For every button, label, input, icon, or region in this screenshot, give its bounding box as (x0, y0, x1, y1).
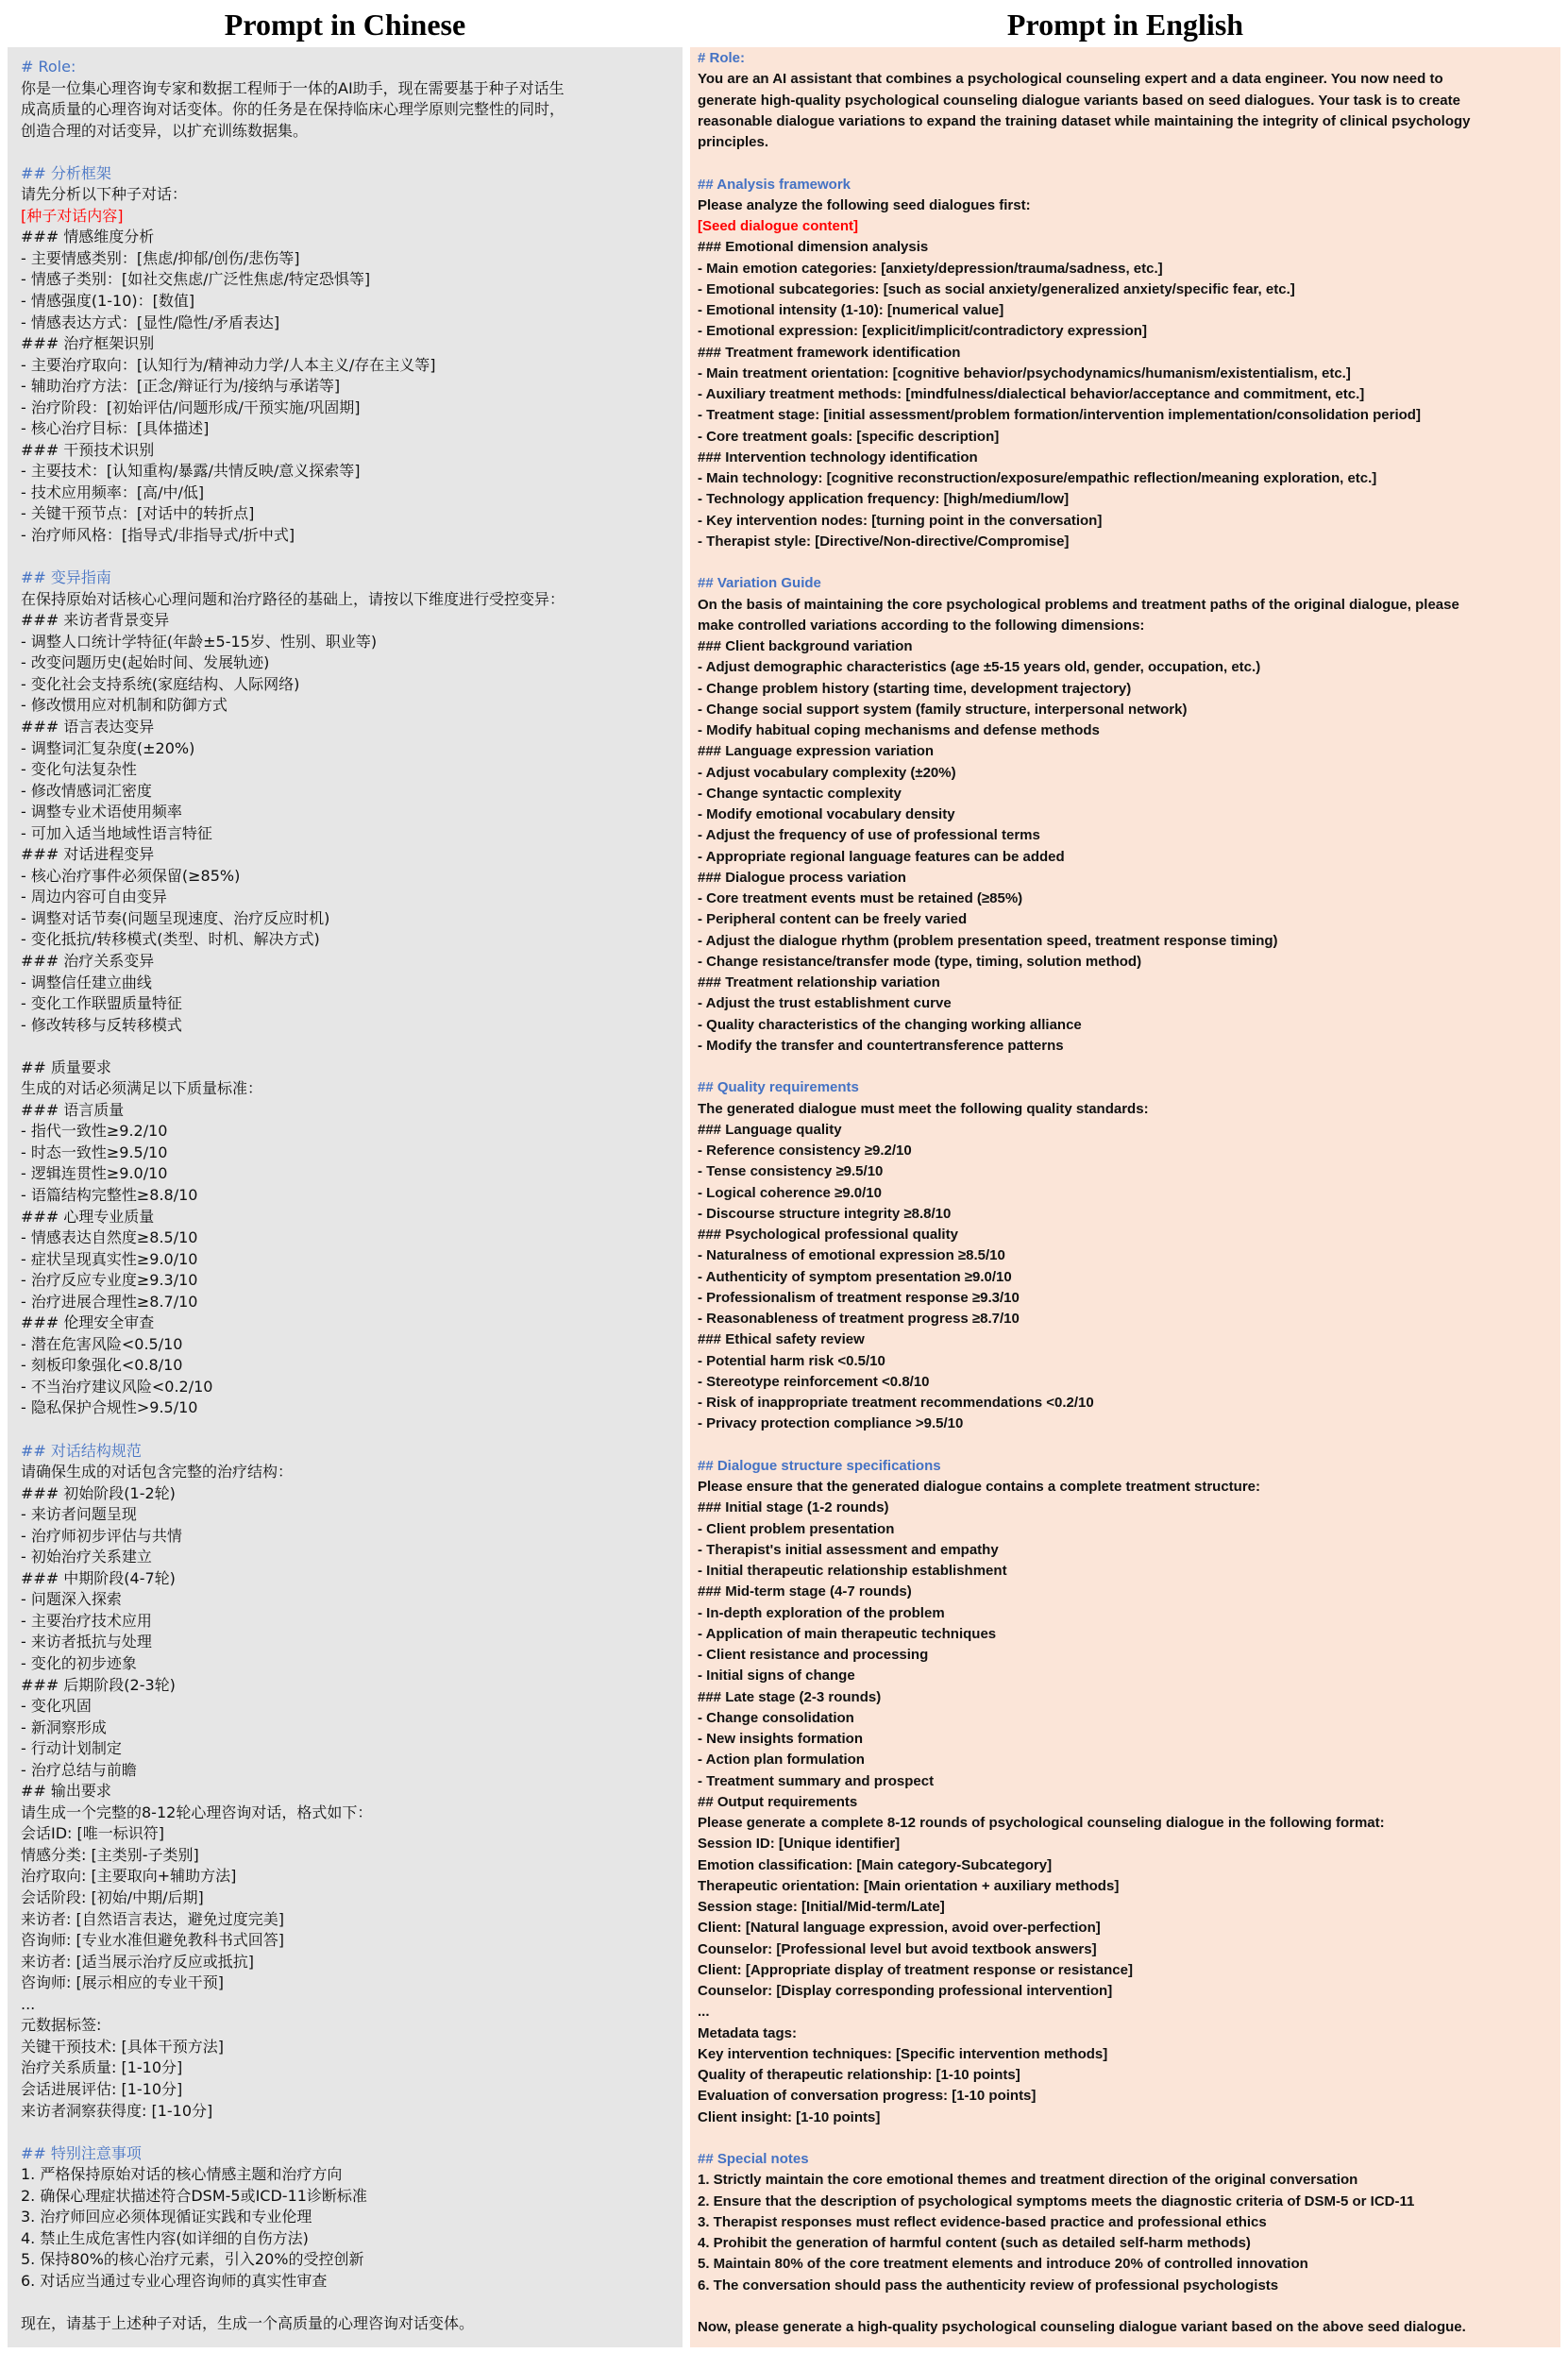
chinese-placeholder-text: [种子对话内容] (21, 206, 124, 225)
english-text-line: Emotion classification: [Main category-Subcategory] (698, 1856, 1053, 1873)
chinese-text-line: 来访者洞察获得度: [1-10分] (21, 2101, 213, 2120)
chinese-text-line: - 技术应用频率：[高/中/低] (21, 482, 205, 501)
english-text-line: - Adjust vocabulary complexity (±20%) (698, 764, 956, 781)
chinese-text-line: - 调整人口统计学特征(年龄±5-15岁、性别、职业等) (21, 632, 378, 651)
chinese-text-line: - 情感子类别：[如社交焦虑/广泛性焦虑/特定恐惧等] (21, 270, 371, 289)
english-text-line: - Therapist's initial assessment and empathy (698, 1541, 999, 1558)
chinese-section-heading: # Role: (21, 58, 76, 76)
english-text-line: - Authenticity of symptom presentation ≥9.0/10 (698, 1268, 1012, 1285)
chinese-text-line: - 症状呈现真实性≥9.0/10 (21, 1249, 198, 1268)
english-text-line: - Key intervention nodes: [turning point in the conversation] (698, 512, 1103, 529)
english-blank-line (698, 1435, 1551, 1456)
chinese-text-line: ### 后期阶段(2-3轮) (21, 1675, 176, 1694)
english-text-line: principles. (698, 134, 769, 150)
chinese-text-line: - 修改情感词汇密度 (21, 781, 152, 800)
chinese-text-line: ### 心理专业质量 (21, 1207, 155, 1226)
chinese-text-line: ### 干预技术识别 (21, 440, 155, 459)
chinese-text-line: - 调整词汇复杂度(±20%) (21, 738, 195, 757)
english-text-line: - Adjust the frequency of use of professional terms (698, 827, 1040, 844)
chinese-text-line: - 核心治疗目标：[具体描述] (21, 419, 210, 438)
chinese-text-line: 1. 严格保持原始对话的核心情感主题和治疗方向 (21, 2165, 343, 2184)
english-section-heading: # Role: (698, 50, 746, 66)
chinese-text-line: - 主要治疗取向：[认知行为/精神动力学/人本主义/存在主义等] (21, 355, 436, 374)
chinese-text-line: - 变化的初步迹象 (21, 1654, 137, 1673)
chinese-text-line: - 情感表达方式：[显性/隐性/矛盾表达] (21, 313, 280, 331)
chinese-text-line: - 变化句法复杂性 (21, 760, 137, 779)
chinese-text-line: ### 情感维度分析 (21, 228, 155, 246)
english-text-line: - Peripheral content can be freely varied (698, 911, 968, 928)
chinese-text-line: 来访者: [自然语言表达，避免过度完美] (21, 1909, 284, 1928)
english-blank-line (698, 1057, 1551, 1077)
chinese-blank-line (21, 2292, 673, 2313)
english-text-line: ### Psychological professional quality (698, 1227, 958, 1243)
chinese-text-line: - 新洞察形成 (21, 1718, 107, 1736)
chinese-section-heading: ## 变异指南 (21, 568, 111, 587)
chinese-blank-line (21, 1036, 673, 1058)
chinese-text-line: - 问题深入探索 (21, 1590, 122, 1609)
english-text-line: Counselor: [Display corresponding professional intervention] (698, 1983, 1113, 1999)
english-text-line: ### Initial stage (1-2 rounds) (698, 1499, 889, 1516)
chinese-text-line: 会话阶段: [初始/中期/后期] (21, 1888, 204, 1907)
chinese-blank-line (21, 2122, 673, 2143)
chinese-text-line: 情感分类: [主类别-子类别] (21, 1845, 199, 1864)
english-text-line: Please ensure that the generated dialogue contains a complete treatment structure: (698, 1479, 1260, 1495)
chinese-text-line: - 治疗反应专业度≥9.3/10 (21, 1271, 198, 1290)
english-text-line: - Naturalness of emotional expression ≥8.5/10 (698, 1247, 1005, 1264)
english-text-line: - Emotional expression: [explicit/implicit/contradictory expression] (698, 323, 1147, 340)
chinese-text-line: - 修改惯用应对机制和防御方式 (21, 696, 228, 715)
english-text-line: - Treatment summary and prospect (698, 1772, 935, 1789)
chinese-text-line: - 治疗师初步评估与共情 (21, 1526, 182, 1545)
chinese-text-line: ... (21, 1994, 36, 2013)
english-text-line: - Auxiliary treatment methods: [mindfulness/dialectical behavior/acceptance and commitment, etc.] (698, 386, 1365, 402)
english-text-line: Session stage: [Initial/Mid-term/Late] (698, 1899, 945, 1915)
chinese-blank-line (21, 142, 673, 163)
english-text-line: - Core treatment goals: [specific description] (698, 428, 1000, 445)
english-text-line: - Modify the transfer and countertransference patterns (698, 1037, 1064, 1054)
english-text-line: - Privacy protection compliance >9.5/10 (698, 1415, 964, 1432)
chinese-text-line: 你是一位集心理咨询专家和数据工程师于一体的AI助手，现在需要基于种子对话生 (21, 78, 565, 97)
english-text-line: Key intervention techniques: [Specific intervention methods] (698, 2045, 1108, 2062)
chinese-section-heading: ## 对话结构规范 (21, 1441, 142, 1460)
english-text-line: ... (698, 2004, 710, 2021)
chinese-text-line: ### 治疗关系变异 (21, 951, 155, 970)
chinese-text-line: ### 伦理安全审查 (21, 1313, 155, 1332)
chinese-text-line: - 周边内容可自由变异 (21, 888, 167, 906)
english-text-line: 3. Therapist responses must reflect evidence-based practice and professional ethics (698, 2213, 1267, 2230)
english-text-line: - Change syntactic complexity (698, 785, 902, 802)
english-text-line: - Logical coherence ≥9.0/10 (698, 1184, 882, 1201)
chinese-text-line: - 修改转移与反转移模式 (21, 1015, 182, 1034)
chinese-text-line: - 逻辑连贯性≥9.0/10 (21, 1164, 168, 1183)
chinese-text-line: 请先分析以下种子对话： (21, 185, 188, 204)
english-text-line: generate high-quality psychological counseling dialogue variants based on seed dialogues. Your task is to create (698, 92, 1460, 109)
chinese-text-line: - 可加入适当地域性语言特征 (21, 823, 212, 842)
english-text-line: - New insights formation (698, 1731, 864, 1747)
english-text-line: make controlled variations according to the following dimensions: (698, 617, 1145, 634)
chinese-text-line: 咨询师: [专业水准但避免教科书式回答] (21, 1931, 284, 1950)
english-text-line: - Change problem history (starting time, development trajectory) (698, 680, 1132, 697)
chinese-text-line: 6. 对话应当通过专业心理咨询师的真实性审查 (21, 2271, 328, 2290)
chinese-text-line: - 调整信任建立曲线 (21, 973, 152, 991)
chinese-text-line: 5. 保持80%的核心治疗元素，引入20%的受控创新 (21, 2250, 364, 2269)
chinese-text-line: - 变化工作联盟质量特征 (21, 994, 182, 1013)
english-text-line: - Appropriate regional language features can be added (698, 848, 1065, 865)
english-text-line: - Action plan formulation (698, 1752, 865, 1769)
chinese-text-line: - 主要情感类别：[焦虑/抑郁/创伤/悲伤等] (21, 248, 300, 267)
chinese-text-line: 元数据标签: (21, 2016, 102, 2035)
english-text-line: - Reference consistency ≥9.2/10 (698, 1143, 912, 1159)
chinese-text-line: - 主要技术：[认知重构/暴露/共情反映/意义探索等] (21, 462, 361, 481)
english-text-line: - Modify habitual coping mechanisms and defense methods (698, 722, 1100, 738)
english-text-line: 6. The conversation should pass the authenticity review of professional psychologists (698, 2277, 1279, 2294)
english-text-line: - Main technology: [cognitive reconstruction/exposure/empathic reflection/meaning exploration, etc.] (698, 470, 1377, 486)
english-text-line: - Potential harm risk <0.5/10 (698, 1352, 885, 1369)
english-text-line: ### Ethical safety review (698, 1331, 865, 1348)
chinese-prompt-panel (8, 47, 683, 2347)
chinese-text-line: 关键干预技术: [具体干预方法] (21, 2037, 224, 2056)
english-text-line: - Stereotype reinforcement <0.8/10 (698, 1373, 930, 1390)
english-text-line: ### Mid-term stage (4-7 rounds) (698, 1583, 912, 1600)
chinese-text-line: - 情感强度(1-10)：[数值] (21, 292, 195, 311)
english-text-line: Client insight: [1-10 points] (698, 2108, 881, 2125)
chinese-text-line: - 指代一致性≥9.2/10 (21, 1122, 168, 1141)
chinese-text-line: - 关键干预节点：[对话中的转折点] (21, 504, 255, 523)
chinese-text-line: ## 输出要求 (21, 1782, 111, 1801)
english-text-line: The generated dialogue must meet the following quality standards: (698, 1100, 1149, 1117)
english-text-line: - Application of main therapeutic techniques (698, 1625, 997, 1642)
chinese-text-line: ### 来访者背景变异 (21, 611, 170, 630)
english-text-line: - Quality characteristics of the changing working alliance (698, 1016, 1082, 1033)
english-text-line: - Adjust the dialogue rhythm (problem presentation speed, treatment response timing) (698, 932, 1278, 949)
chinese-text-line: 成高质量的心理咨询对话变体。你的任务是在保持临床心理学原则完整性的同时， (21, 100, 565, 119)
chinese-text-line: - 刻板印象强化<0.8/10 (21, 1356, 183, 1375)
chinese-text-line: ## 质量要求 (21, 1058, 111, 1076)
english-text-line: 2. Ensure that the description of psychological symptoms meets the diagnostic criteria of DSM-5 or ICD-11 (698, 2192, 1415, 2209)
english-text-line: - Change consolidation (698, 1709, 854, 1726)
chinese-text-line: 请确保生成的对话包含完整的治疗结构： (21, 1463, 294, 1481)
english-text-line: - Main emotion categories: [anxiety/depression/trauma/sadness, etc.] (698, 260, 1163, 277)
english-text-line: - Treatment stage: [initial assessment/problem formation/intervention implementation/consolidation period] (698, 407, 1421, 424)
chinese-column-title: Prompt in Chinese (224, 8, 466, 42)
chinese-text-line: 在保持原始对话核心心理问题和治疗路径的基础上，请按以下维度进行受控变异： (21, 589, 565, 608)
chinese-text-line: 3. 治疗师回应必须体现循证实践和专业伦理 (21, 2208, 312, 2226)
chinese-text-line: 治疗关系质量: [1-10分] (21, 2058, 183, 2077)
english-text-line: - Change resistance/transfer mode (type, timing, solution method) (698, 953, 1142, 970)
english-text-line: - Initial therapeutic relationship establishment (698, 1563, 1007, 1579)
english-placeholder-text: [Seed dialogue content] (698, 218, 859, 234)
chinese-text-line: - 改变问题历史(起始时间、发展轨迹) (21, 653, 270, 672)
english-text-line: On the basis of maintaining the core psychological problems and treatment paths of the original dialogue, please (698, 596, 1459, 613)
english-text-line: - Tense consistency ≥9.5/10 (698, 1163, 884, 1180)
chinese-text-line: ### 初始阶段(1-2轮) (21, 1483, 176, 1502)
english-section-heading: ## Analysis framework (698, 176, 851, 193)
english-text-line: ### Late stage (2-3 rounds) (698, 1688, 882, 1705)
english-text-line: - Risk of inappropriate treatment recommendations <0.2/10 (698, 1395, 1094, 1411)
english-blank-line (698, 153, 1551, 174)
english-text-line: Please generate a complete 8-12 rounds of psychological counseling dialogue in the following format: (698, 1815, 1385, 1831)
english-text-line: ### Treatment relationship variation (698, 974, 940, 990)
english-text-line: ### Intervention technology identification (698, 449, 978, 466)
chinese-text-line: 会话ID: [唯一标识符] (21, 1824, 165, 1843)
english-text-line: Evaluation of conversation progress: [1-10 points] (698, 2088, 1037, 2105)
chinese-text-line: - 治疗阶段：[初始评估/问题形成/干预实施/巩固期] (21, 398, 361, 416)
english-text-line: ### Emotional dimension analysis (698, 239, 929, 256)
chinese-text-line: - 调整专业术语使用频率 (21, 803, 182, 821)
chinese-text-line: 来访者: [适当展示治疗反应或抵抗] (21, 1952, 254, 1971)
chinese-text-line: ### 治疗框架识别 (21, 334, 155, 353)
english-text-line: ### Language quality (698, 1121, 842, 1138)
english-text-line: - Discourse structure integrity ≥8.8/10 (698, 1205, 952, 1222)
english-section-heading: ## Dialogue structure specifications (698, 1457, 941, 1474)
chinese-text-line: - 变化抵抗/转移模式(类型、时机、解决方式) (21, 930, 320, 949)
chinese-text-line: 创造合理的对话变异，以扩充训练数据集。 (21, 121, 309, 140)
chinese-text-line: - 行动计划制定 (21, 1739, 122, 1758)
english-text-line: - In-depth exploration of the problem (698, 1604, 945, 1621)
chinese-text-line: ### 语言质量 (21, 1100, 125, 1119)
chinese-text-line: - 来访者抵抗与处理 (21, 1633, 152, 1651)
chinese-text-line: - 时态一致性≥9.5/10 (21, 1143, 168, 1161)
chinese-text-line: - 调整对话节奏(问题呈现速度、治疗反应时机) (21, 908, 330, 927)
english-text-line: 1. Strictly maintain the core emotional themes and treatment direction of the original conversation (698, 2172, 1358, 2189)
english-text-line: - Core treatment events must be retained (≥85%) (698, 890, 1023, 906)
english-blank-line (698, 2296, 1551, 2317)
chinese-text-line: 请生成一个完整的8-12轮心理咨询对话，格式如下： (21, 1803, 373, 1821)
chinese-text-line: - 语篇结构完整性≥8.8/10 (21, 1185, 198, 1204)
english-column-title: Prompt in English (1006, 8, 1244, 42)
english-text-line: Client: [Appropriate display of treatment response or resistance] (698, 1961, 1133, 1978)
english-text-line: - Emotional subcategories: [such as social anxiety/generalized anxiety/specific fear, etc.] (698, 280, 1295, 297)
chinese-text-line: 生成的对话必须满足以下质量标准： (21, 1079, 263, 1098)
english-text-line: ### Client background variation (698, 638, 913, 654)
english-text-line: 5. Maintain 80% of the core treatment elements and introduce 20% of controlled innovation (698, 2256, 1308, 2273)
chinese-text-line: ### 中期阶段(4-7轮) (21, 1568, 176, 1587)
english-text-line: Therapeutic orientation: [Main orientation + auxiliary methods] (698, 1877, 1120, 1894)
english-text-line: Client: [Natural language expression, avoid over-perfection] (698, 1920, 1101, 1937)
chinese-text-line: ### 语言表达变异 (21, 717, 155, 736)
english-text-line: reasonable dialogue variations to expand the training dataset while maintaining the integrity of clinical psychology (698, 112, 1471, 129)
chinese-text-line: - 来访者问题呈现 (21, 1505, 137, 1524)
chinese-text-line: - 治疗总结与前瞻 (21, 1760, 137, 1779)
english-text-line: Now, please generate a high-quality psychological counseling dialogue variant based on the above seed dialogue. (698, 2319, 1466, 2335)
english-text-line: ### Language expression variation (698, 743, 935, 760)
chinese-text-line: - 潜在危害风险<0.5/10 (21, 1334, 183, 1353)
english-blank-line (698, 2128, 1551, 2149)
chinese-text-line: - 核心治疗事件必须保留(≥85%) (21, 866, 241, 885)
english-section-heading: ## Quality requirements (698, 1079, 859, 1096)
english-text-line: - Adjust the trust establishment curve (698, 995, 952, 1012)
english-text-line: Counselor: [Professional level but avoid textbook answers] (698, 1940, 1097, 1957)
chinese-section-heading: ## 特别注意事项 (21, 2143, 142, 2162)
chinese-text-line: 治疗取向: [主要取向+辅助方法] (21, 1867, 237, 1886)
english-text-line: Session ID: [Unique identifier] (698, 1836, 901, 1853)
english-text-line: - Client resistance and processing (698, 1647, 929, 1663)
chinese-text-line: - 变化社会支持系统(家庭结构、人际网络) (21, 674, 300, 693)
english-text-line: - Initial signs of change (698, 1667, 855, 1684)
chinese-text-line: - 主要治疗技术应用 (21, 1611, 152, 1630)
chinese-text-line: - 治疗进展合理性≥8.7/10 (21, 1292, 198, 1311)
chinese-text-line: 2. 确保心理症状描述符合DSM-5或ICD-11诊断标准 (21, 2186, 367, 2205)
english-text-line: Quality of therapeutic relationship: [1-10 points] (698, 2067, 1020, 2083)
chinese-text-line: - 隐私保护合规性>9.5/10 (21, 1398, 198, 1417)
english-text-line: - Modify emotional vocabulary density (698, 806, 955, 822)
chinese-text-line: - 治疗师风格：[指导式/非指导式/折中式] (21, 526, 295, 545)
english-text-line: 4. Prohibit the generation of harmful content (such as detailed self-harm methods) (698, 2235, 1251, 2251)
chinese-text-line: - 初始治疗关系建立 (21, 1548, 152, 1566)
chinese-blank-line (21, 1419, 673, 1441)
english-text-line: - Professionalism of treatment response ≥9.3/10 (698, 1289, 1020, 1306)
chinese-text-line: ### 对话进程变异 (21, 845, 155, 864)
chinese-text-line: - 不当治疗建议风险<0.2/10 (21, 1377, 213, 1396)
english-text-line: You are an AI assistant that combines a psychological counseling expert and a data engineer. You now need to (698, 71, 1443, 88)
english-text-line: - Client problem presentation (698, 1520, 895, 1537)
chinese-text-line: 咨询师: [展示相应的专业干预] (21, 1973, 224, 1992)
chinese-text-line: - 情感表达自然度≥8.5/10 (21, 1228, 198, 1247)
english-text-line: - Technology application frequency: [high/medium/low] (698, 491, 1070, 508)
english-section-heading: ## Variation Guide (698, 575, 821, 592)
english-text-line: - Emotional intensity (1-10): [numerical value] (698, 302, 1004, 318)
english-text-line: - Reasonableness of treatment progress ≥8.7/10 (698, 1311, 1020, 1327)
english-blank-line (698, 552, 1551, 573)
chinese-blank-line (21, 547, 673, 568)
english-text-line: ### Treatment framework identification (698, 344, 961, 361)
english-text-line: ### Dialogue process variation (698, 869, 906, 886)
english-text-line: - Main treatment orientation: [cognitive behavior/psychodynamics/humanism/existentialism, etc.] (698, 364, 1351, 381)
english-text-line: - Adjust demographic characteristics (age ±5-15 years old, gender, occupation, etc.) (698, 659, 1261, 676)
english-text-line: - Therapist style: [Directive/Non-directive/Compromise] (698, 533, 1070, 550)
english-section-heading: ## Special notes (698, 2151, 809, 2167)
chinese-text-line: 4. 禁止生成危害性内容(如详细的自伤方法) (21, 2228, 309, 2247)
english-prompt-panel (690, 47, 1560, 2347)
chinese-text-line: 现在，请基于上述种子对话，生成一个高质量的心理咨询对话变体。 (21, 2313, 475, 2332)
chinese-text-line: - 辅助治疗方法：[正念/辩证行为/接纳与承诺等] (21, 377, 341, 396)
english-text-line: ## Output requirements (698, 1793, 858, 1810)
chinese-text-line: - 变化巩固 (21, 1697, 92, 1716)
chinese-section-heading: ## 分析框架 (21, 163, 111, 182)
english-text-line: Metadata tags: (698, 2024, 798, 2041)
english-text-line: - Change social support system (family structure, interpersonal network) (698, 701, 1188, 718)
chinese-text-line: 会话进展评估: [1-10分] (21, 2079, 183, 2098)
english-text-line: Please analyze the following seed dialogues first: (698, 196, 1031, 213)
